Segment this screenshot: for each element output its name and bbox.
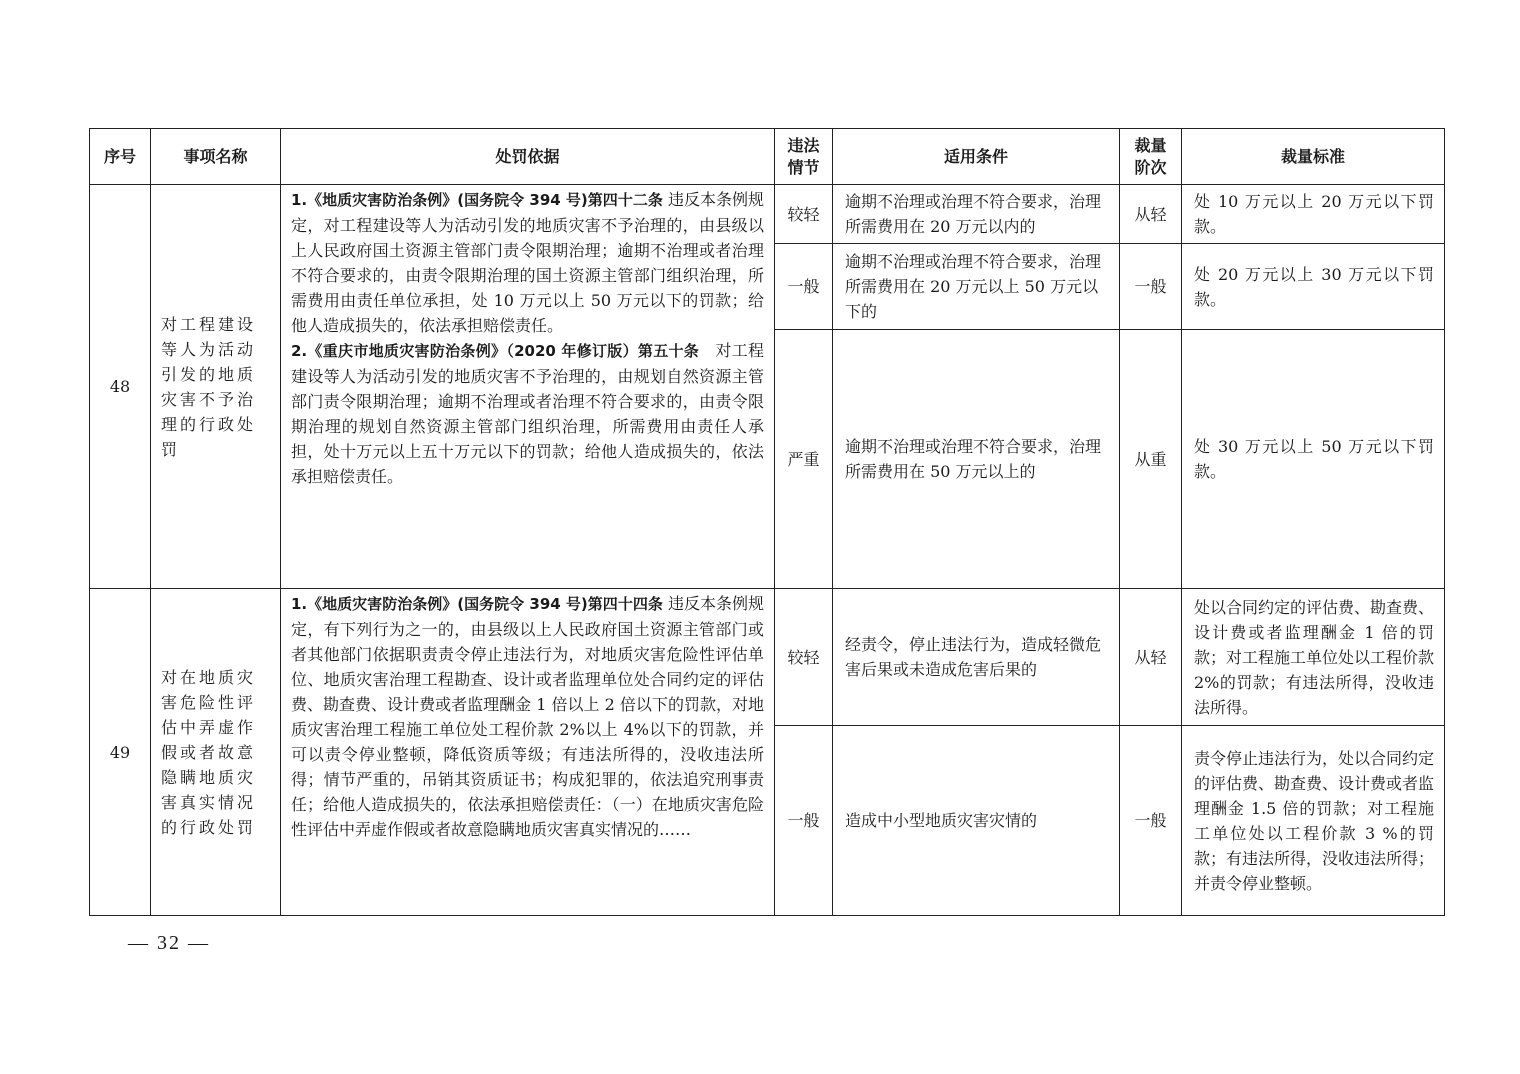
table-row bbox=[90, 589, 1445, 726]
entry-tier: 从轻 bbox=[1120, 185, 1182, 244]
page-number: — 32 — bbox=[128, 932, 210, 954]
entry-level: 一般 bbox=[775, 244, 833, 330]
basis-law-text: 违反本条例规定，有下列行为之一的，由县级以上人民政府国土资源主管部门或者其他部门依据职责责令停止违法行为，对地质灾害危险性评估单位、地质灾害治理工程勘查、设计或者监理单位处合同约定的评估费、勘查费、设计费或者监理酬金 1 倍以上 2 倍以下的罚款，对地质灾害治理工程施工单位处工程价款 2%以上 4%以下的罚款，并可以责令停业整顿，降低资质等级；有违法所得的，没收违法所得；情节严重的，吊销其资质证书；构成犯罪的，依法追究刑事责任；给他人造成损失的，依法承担赔偿责任：（一）在地质灾害危险性评估中弄虚作假或者故意隐瞒地质灾害真实情况的…… bbox=[291, 594, 764, 839]
basis-law-text: 违反本条例规定，对工程建设等人为活动引发的地质灾害不予治理的，由县级以上人民政府国土资源主管部门责令限期治理；逾期不治理或者治理不符合要求的，由责令限期治理的国土资源主管部门组织治理，所需费用由责任单位承担，处 10 万元以上 50 万元以下的罚款；给他人造成损失的，依法承担赔偿责任。 bbox=[291, 190, 764, 335]
header-basis: 处罚依据 bbox=[281, 129, 775, 185]
row-item-name: 对在地质灾害危险性评估中弄虚作假或者故意隐瞒地质灾害真实情况的行政处罚 bbox=[151, 589, 281, 916]
header-tier-text: 裁量阶次 bbox=[1134, 135, 1167, 177]
header-standard: 裁量标准 bbox=[1182, 129, 1445, 185]
entry-tier: 从重 bbox=[1120, 330, 1182, 589]
entry-level: 一般 bbox=[775, 726, 833, 916]
entry-tier: 一般 bbox=[1120, 726, 1182, 916]
row-item-name: 对工程建设等人为活动引发的地质灾害不予治理的行政处罚 bbox=[151, 185, 281, 589]
row-seq: 49 bbox=[90, 589, 151, 916]
basis-item bbox=[291, 187, 764, 338]
entry-level: 较轻 bbox=[775, 185, 833, 244]
basis-law-title: 1.《地质灾害防治条例》(国务院令 394 号)第四十二条 bbox=[291, 191, 663, 209]
row-seq: 48 bbox=[90, 185, 151, 589]
header-level-text: 违法情节 bbox=[787, 135, 820, 177]
header-row bbox=[90, 129, 1445, 185]
table-row bbox=[90, 185, 1445, 244]
basis-law-title: 2.《重庆市地质灾害防治条例》（2020 年修订版）第五十条 bbox=[291, 342, 700, 360]
entry-standard: 责令停止违法行为，处以合同约定的评估费、勘查费、设计费或者监理酬金 1.5 倍的罚款；对工程施工单位处以工程价款 3 %的罚款；有违法所得，没收违法所得；并责令停业整顿。 bbox=[1182, 726, 1445, 916]
basis-law-text: 对工程建设等人为活动引发的地质灾害不予治理的，由规划自然资源主管部门责令限期治理；逾期不治理或者治理不符合要求的，由责令限期治理的规划自然资源主管部门组织治理，所需费用由责任人承担，处十万元以上五十万元以下的罚款；给他人造成损失的，依法承担赔偿责任。 bbox=[291, 341, 764, 486]
entry-level: 严重 bbox=[775, 330, 833, 589]
entry-tier: 从轻 bbox=[1120, 589, 1182, 726]
header-name: 事项名称 bbox=[151, 129, 281, 185]
row-basis bbox=[281, 589, 775, 916]
entry-standard: 处 20 万元以上 30 万元以下罚款。 bbox=[1182, 244, 1445, 330]
basis-law-title: 1.《地质灾害防治条例》(国务院令 394 号)第四十四条 bbox=[291, 595, 663, 613]
entry-level: 较轻 bbox=[775, 589, 833, 726]
entry-condition: 逾期不治理或治理不符合要求，治理所需费用在 20 万元以内的 bbox=[833, 185, 1120, 244]
basis-item bbox=[291, 591, 764, 842]
row-basis bbox=[281, 185, 775, 589]
entry-condition: 逾期不治理或治理不符合要求，治理所需费用在 50 万元以上的 bbox=[833, 330, 1120, 589]
entry-standard: 处以合同约定的评估费、勘查费、设计费或者监理酬金 1 倍的罚款；对工程施工单位处以工程价款 2%的罚款；有违法所得，没收违法所得。 bbox=[1182, 589, 1445, 726]
entry-condition: 造成中小型地质灾害灾情的 bbox=[833, 726, 1120, 916]
header-tier bbox=[1120, 129, 1182, 185]
header-seq: 序号 bbox=[90, 129, 151, 185]
basis-item bbox=[291, 338, 764, 489]
header-level bbox=[775, 129, 833, 185]
entry-condition: 逾期不治理或治理不符合要求，治理所需费用在 20 万元以上 50 万元以下的 bbox=[833, 244, 1120, 330]
entry-condition: 经责令，停止违法行为，造成轻微危害后果或未造成危害后果的 bbox=[833, 589, 1120, 726]
penalty-table bbox=[89, 128, 1445, 916]
header-condition: 适用条件 bbox=[833, 129, 1120, 185]
entry-tier: 一般 bbox=[1120, 244, 1182, 330]
entry-standard: 处 10 万元以上 20 万元以下罚款。 bbox=[1182, 185, 1445, 244]
entry-standard: 处 30 万元以上 50 万元以下罚款。 bbox=[1182, 330, 1445, 589]
